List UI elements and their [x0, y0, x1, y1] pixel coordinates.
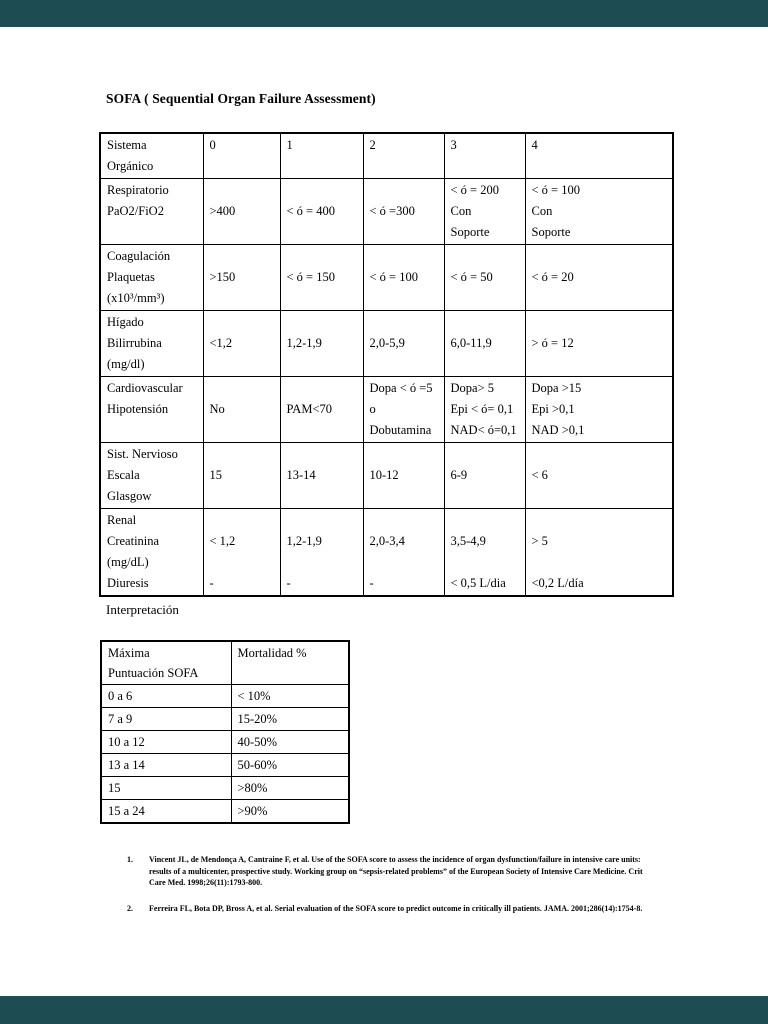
cell-line: Soporte [531, 225, 571, 239]
cell-line: Epi >0,1 [531, 402, 575, 416]
table-cell [280, 377, 363, 443]
cell-line: Hígado [107, 315, 144, 329]
table-row [100, 311, 673, 377]
table-cell [444, 179, 525, 245]
table-cell [363, 245, 444, 311]
reference-item [127, 903, 667, 915]
table-cell [203, 245, 280, 311]
cell-line: Soporte [450, 225, 490, 239]
cell-line: 15-20% [237, 712, 278, 726]
reference-text: Ferreira FL, Bota DP, Bross A, et al. Serial evaluation of the SOFA score to predict outcome in critically ill patients. JAMA. 2001;286(14):1754-8. [149, 904, 643, 914]
cell-line [287, 378, 359, 399]
cell-line [451, 510, 521, 531]
cell-line: Bilirrubina [107, 336, 162, 350]
cell-line: Hipotensión [107, 402, 169, 416]
header-cell [231, 641, 349, 685]
reference-number: 1. [127, 855, 133, 864]
cell-line: - [286, 576, 291, 590]
sofa-score-table-body [100, 133, 673, 596]
table-cell [363, 179, 444, 245]
reference-item [127, 854, 667, 889]
cell-line: < 0,5 L/dia [450, 576, 506, 590]
table-row [100, 443, 673, 509]
cell-line: 10-12 [369, 468, 399, 482]
cell-line: < ó =300 [369, 204, 415, 218]
table-row [101, 731, 349, 754]
table-cell [444, 443, 525, 509]
cell-line: 2,0-5,9 [369, 336, 405, 350]
cell-line [532, 246, 669, 267]
cell-line [287, 246, 359, 267]
cell-line: 15 [108, 781, 121, 795]
cell-line: Plaquetas [107, 270, 155, 284]
header-cell [363, 133, 444, 179]
table-cell [203, 179, 280, 245]
cell-line: NAD >0,1 [531, 423, 585, 437]
cell-line: o [369, 402, 376, 416]
cell-line [451, 246, 521, 267]
table-cell [363, 311, 444, 377]
cell-line: 0 [209, 138, 216, 152]
cell-line: NAD< ó=0,1 [450, 423, 517, 437]
viewer-top-bar [0, 0, 768, 27]
cell-line [370, 312, 440, 333]
cell-line: < ó = 200 [450, 183, 499, 197]
page-title: SOFA ( Sequential Organ Failure Assessment) [106, 91, 376, 106]
header-cell [100, 133, 203, 179]
interpretation-heading: Interpretación [106, 602, 179, 617]
cell-line: Sistema [107, 138, 147, 152]
cell-line: < ó = 20 [531, 270, 574, 284]
cell-line: Dopa < ó =5 [369, 381, 433, 395]
header-cell [444, 133, 525, 179]
cell-line: 3,5-4,9 [450, 534, 486, 548]
table-cell [231, 708, 349, 731]
cell-line: (mg/dl) [107, 357, 145, 371]
table-row [101, 754, 349, 777]
table-row [100, 509, 673, 597]
cell-line: 2 [369, 138, 376, 152]
table-cell [231, 777, 349, 800]
cell-line: Puntuación SOFA [108, 666, 199, 680]
cell-line: >400 [209, 204, 236, 218]
cell-line: 15 [209, 468, 222, 482]
cell-line [532, 552, 669, 573]
sofa-score-table [99, 132, 674, 597]
cell-line: <0,2 L/día [531, 576, 584, 590]
reference-list [127, 854, 667, 929]
cell-line [451, 552, 521, 573]
cell-line [532, 510, 669, 531]
cell-line: Sist. Nervioso [107, 447, 178, 461]
cell-line: Diuresis [107, 576, 149, 590]
table-cell [525, 179, 673, 245]
cell-line: 50-60% [237, 758, 278, 772]
table-cell [231, 800, 349, 824]
header-cell [101, 641, 231, 685]
cell-line: < ó = 50 [450, 270, 493, 284]
cell-line: Escala [107, 468, 140, 482]
cell-line [532, 312, 669, 333]
cell-line: Máxima [108, 646, 150, 660]
header-cell [525, 133, 673, 179]
table-cell [203, 509, 280, 597]
table-cell [100, 443, 203, 509]
table-cell [100, 377, 203, 443]
cell-line [287, 180, 359, 201]
cell-line: 4 [531, 138, 538, 152]
table-cell [203, 443, 280, 509]
cell-line [370, 552, 440, 573]
table-cell [280, 245, 363, 311]
cell-line [210, 180, 276, 201]
table-cell [280, 443, 363, 509]
table-cell [101, 800, 231, 824]
cell-line: 0 a 6 [108, 689, 133, 703]
cell-line: 3 [450, 138, 457, 152]
cell-line: 1,2-1,9 [286, 534, 322, 548]
cell-line: < 1,2 [209, 534, 236, 548]
table-cell [525, 509, 673, 597]
table-cell [100, 179, 203, 245]
cell-line [287, 510, 359, 531]
table-cell [231, 754, 349, 777]
cell-line: (mg/dL) [107, 555, 149, 569]
cell-line [287, 312, 359, 333]
table-cell [444, 245, 525, 311]
table-cell [525, 443, 673, 509]
cell-line [210, 378, 276, 399]
cell-line: < ó = 400 [286, 204, 335, 218]
cell-line: < ó = 100 [531, 183, 580, 197]
table-cell [100, 311, 203, 377]
cell-line [210, 444, 276, 465]
cell-line: < 6 [531, 468, 548, 482]
table-cell [525, 377, 673, 443]
table-cell [444, 311, 525, 377]
cell-line: No [209, 402, 225, 416]
table-cell [101, 731, 231, 754]
cell-line [287, 552, 359, 573]
cell-line: 1 [286, 138, 293, 152]
cell-line [210, 312, 276, 333]
table-header-row [100, 133, 673, 179]
cell-line [370, 444, 440, 465]
cell-line [451, 312, 521, 333]
table-row [101, 800, 349, 824]
cell-line: <1,2 [209, 336, 233, 350]
table-row [100, 179, 673, 245]
table-cell [444, 377, 525, 443]
cell-line: Con [531, 204, 553, 218]
cell-line: Cardiovascular [107, 381, 183, 395]
cell-line: Glasgow [107, 489, 152, 503]
table-cell [231, 685, 349, 708]
cell-line: 13 a 14 [108, 758, 145, 772]
cell-line: Dopa >15 [531, 381, 582, 395]
viewer-bottom-bar [0, 996, 768, 1024]
cell-line [210, 510, 276, 531]
cell-line: 6,0-11,9 [450, 336, 492, 350]
table-cell [100, 509, 203, 597]
cell-line: Coagulación [107, 249, 171, 263]
cell-line: Epi < ó= 0,1 [450, 402, 514, 416]
cell-line: < 10% [237, 689, 271, 703]
cell-line: Orgánico [107, 159, 154, 173]
cell-line: Mortalidad % [237, 646, 307, 660]
table-cell [525, 311, 673, 377]
table-cell [363, 509, 444, 597]
cell-line: - [209, 576, 214, 590]
table-cell [101, 685, 231, 708]
cell-line: 40-50% [237, 735, 278, 749]
cell-line: 13-14 [286, 468, 316, 482]
cell-line: 10 a 12 [108, 735, 145, 749]
cell-line: >80% [237, 781, 268, 795]
cell-line [370, 180, 440, 201]
table-cell [203, 311, 280, 377]
cell-line: < ó = 150 [286, 270, 335, 284]
cell-line: Respiratorio [107, 183, 169, 197]
table-cell [101, 754, 231, 777]
cell-line: Creatinina [107, 534, 160, 548]
table-row [101, 685, 349, 708]
cell-line: - [369, 576, 374, 590]
cell-line [287, 444, 359, 465]
cell-line [451, 444, 521, 465]
cell-line: >90% [237, 804, 268, 818]
cell-line [532, 444, 669, 465]
reference-text: Vincent JL, de Mendonça A, Cantraine F, et al. Use of the SOFA score to assess the incidence of organ dysfunction/failure in intensive care units: results of a multicenter, prospective study. Working group on “sepsis-related problems” of the European Society of Intensive Care Medicine. Crit Care Med. 1998;26(11):1793-800. [149, 855, 643, 888]
table-cell [203, 377, 280, 443]
table-header-row [101, 641, 349, 685]
cell-line: Renal [107, 513, 137, 527]
cell-line: 2,0-3,4 [369, 534, 405, 548]
interpretation-table-body [101, 641, 349, 823]
cell-line: 7 a 9 [108, 712, 133, 726]
cell-line [370, 510, 440, 531]
table-cell [280, 179, 363, 245]
cell-line: 15 a 24 [108, 804, 145, 818]
table-cell [100, 245, 203, 311]
cell-line: > 5 [531, 534, 548, 548]
cell-line: Dobutamina [369, 423, 432, 437]
table-cell [525, 245, 673, 311]
cell-line: > ó = 12 [531, 336, 574, 350]
cell-line: Dopa> 5 [450, 381, 494, 395]
table-cell [231, 731, 349, 754]
header-cell [280, 133, 363, 179]
cell-line: 6-9 [450, 468, 468, 482]
table-cell [101, 708, 231, 731]
table-row [101, 777, 349, 800]
table-cell [280, 509, 363, 597]
table-cell [363, 443, 444, 509]
cell-line: PaO2/FiO2 [107, 204, 164, 218]
interpretation-table [100, 640, 350, 824]
table-cell [363, 377, 444, 443]
reference-number: 2. [127, 904, 133, 914]
cell-line: (x10³/mm³) [107, 291, 165, 305]
table-row [101, 708, 349, 731]
header-cell [203, 133, 280, 179]
table-row [100, 377, 673, 443]
cell-line: 1,2-1,9 [286, 336, 322, 350]
table-cell [280, 311, 363, 377]
cell-line: >150 [209, 270, 236, 284]
cell-line: Con [450, 204, 472, 218]
table-cell [101, 777, 231, 800]
cell-line [210, 246, 276, 267]
cell-line: PAM<70 [286, 402, 332, 416]
table-row [100, 245, 673, 311]
table-cell [444, 509, 525, 597]
cell-line: < ó = 100 [369, 270, 418, 284]
cell-line [210, 552, 276, 573]
cell-line [370, 246, 440, 267]
